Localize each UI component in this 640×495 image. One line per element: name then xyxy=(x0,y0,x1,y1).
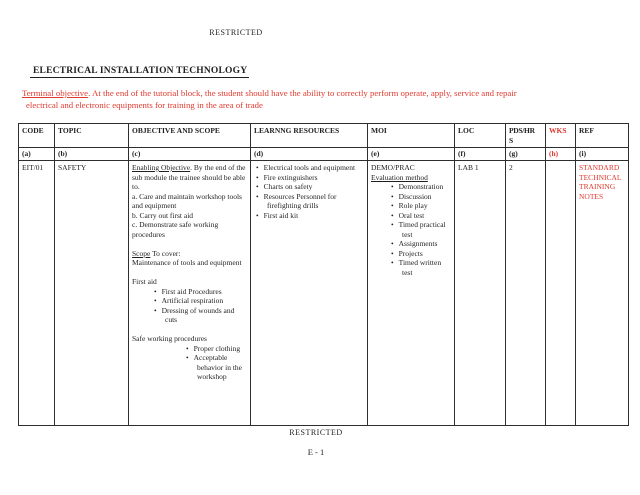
list-item: • Proper clothing xyxy=(186,344,247,354)
moi-method: DEMO/PRAC xyxy=(371,163,415,172)
cell-loc: LAB 1 xyxy=(455,161,506,426)
col-header-pds-hrs: PDS/HRS xyxy=(506,124,546,148)
terminal-objective-line1 xyxy=(22,87,622,99)
list-item: • Projects xyxy=(391,249,451,259)
cell-objective-and-scope xyxy=(129,161,251,426)
spacer xyxy=(132,325,247,335)
list-item: • Resources Personnel for firefighting drills xyxy=(256,192,364,211)
list-item: • Acceptable behavior in the workshop xyxy=(186,353,247,382)
letter-a: (a) xyxy=(19,148,55,161)
column-letter-row xyxy=(19,148,629,161)
list-item: • Oral test xyxy=(391,211,451,221)
letter-h: (h) xyxy=(546,148,576,161)
col-header-resources: LEARNNG RESOURCES xyxy=(251,124,368,148)
col-header-wks: WKS xyxy=(546,124,576,148)
col-header-topic: TOPIC xyxy=(55,124,129,148)
cell-learning-resources xyxy=(251,161,368,426)
letter-e: (e) xyxy=(368,148,455,161)
list-item: • Role play xyxy=(391,201,451,211)
terminal-objective-line2: electrical and electronic equipments for training in the area of trade xyxy=(26,100,263,110)
letter-c: (c) xyxy=(129,148,251,161)
cell-moi xyxy=(368,161,455,426)
list-item: • Artificial respiration xyxy=(154,296,247,306)
page-number: E - 1 xyxy=(307,447,325,457)
list-item: • First aid Procedures xyxy=(154,287,247,297)
evaluation-bullet-list xyxy=(391,182,451,277)
letter-b: (b) xyxy=(55,148,129,161)
first-aid-bullet-list xyxy=(154,287,247,325)
list-item: • Dressing of wounds and cuts xyxy=(154,306,247,325)
list-item: • Discussion xyxy=(391,192,451,202)
objective-point-b: b. Carry out first aid xyxy=(132,210,194,220)
cell-wks xyxy=(546,161,576,426)
classification-banner-bottom: RESTRICTED xyxy=(289,428,343,437)
safe-working-heading: Safe working procedures xyxy=(132,334,207,343)
col-header-objective: OBJECTIVE AND SCOPE xyxy=(129,124,251,148)
classification-banner-top: RESTRICTED xyxy=(209,28,263,37)
letter-d: (d) xyxy=(251,148,368,161)
scope-label: Scope xyxy=(132,248,151,258)
page-title xyxy=(30,66,249,78)
list-item: • Electrical tools and equipment xyxy=(256,163,364,173)
safe-working-bullet-list xyxy=(186,344,247,382)
resources-bullet-list xyxy=(256,163,364,220)
enabling-objective-paragraph: Enabling Objective. By the end of the sub module the trainee should be able to. xyxy=(132,163,246,191)
terminal-objective xyxy=(22,87,622,111)
scope-body: Maintenance of tools and equipment xyxy=(132,258,242,267)
spacer xyxy=(132,268,247,278)
header-row xyxy=(19,124,629,148)
cell-pds-hrs: 2 xyxy=(506,161,546,426)
spacer xyxy=(132,239,247,249)
col-header-moi: MOI xyxy=(368,124,455,148)
first-aid-heading: First aid xyxy=(132,277,157,286)
list-item: • Timed written test xyxy=(391,258,451,277)
list-item: • Assignments xyxy=(391,239,451,249)
list-item: • Charts on safety xyxy=(256,182,364,192)
curriculum-table xyxy=(18,123,629,426)
col-header-ref: REF xyxy=(576,124,629,148)
letter-g: (g) xyxy=(506,148,546,161)
objective-point-c: c. Demonstrate safe working procedures xyxy=(132,220,219,239)
terminal-objective-label: Terminal objective xyxy=(22,88,89,98)
scope-line: Scope To cover: xyxy=(132,248,181,258)
col-header-loc: LOC xyxy=(455,124,506,148)
cell-ref: STANDARD TECHNICAL TRAINING NOTES xyxy=(576,161,629,426)
cell-topic: SAFETY xyxy=(55,161,129,426)
enabling-objective-label: Enabling Objective xyxy=(132,163,191,172)
letter-f: (f) xyxy=(455,148,506,161)
cell-code: EIT/01 xyxy=(19,161,55,426)
page-title-text: ELECTRICAL INSTALLATION TECHNOLOGY xyxy=(30,66,249,78)
table-row xyxy=(19,161,629,426)
objective-point-a: a. Care and maintain workshop tools and equipment xyxy=(132,191,242,210)
list-item: • First aid kit xyxy=(256,211,364,221)
evaluation-method-label: Evaluation method xyxy=(371,172,428,182)
terminal-objective-rest: . At the end of the tutorial block, the student should have the ability to correctly perform operate, apply, service and repair xyxy=(88,88,517,98)
list-item: • Demonstration xyxy=(391,182,451,192)
list-item: • Timed practical test xyxy=(391,220,451,239)
col-header-code: CODE xyxy=(19,124,55,148)
list-item: • Fire extinguishers xyxy=(256,173,364,183)
letter-i: (i) xyxy=(576,148,629,161)
